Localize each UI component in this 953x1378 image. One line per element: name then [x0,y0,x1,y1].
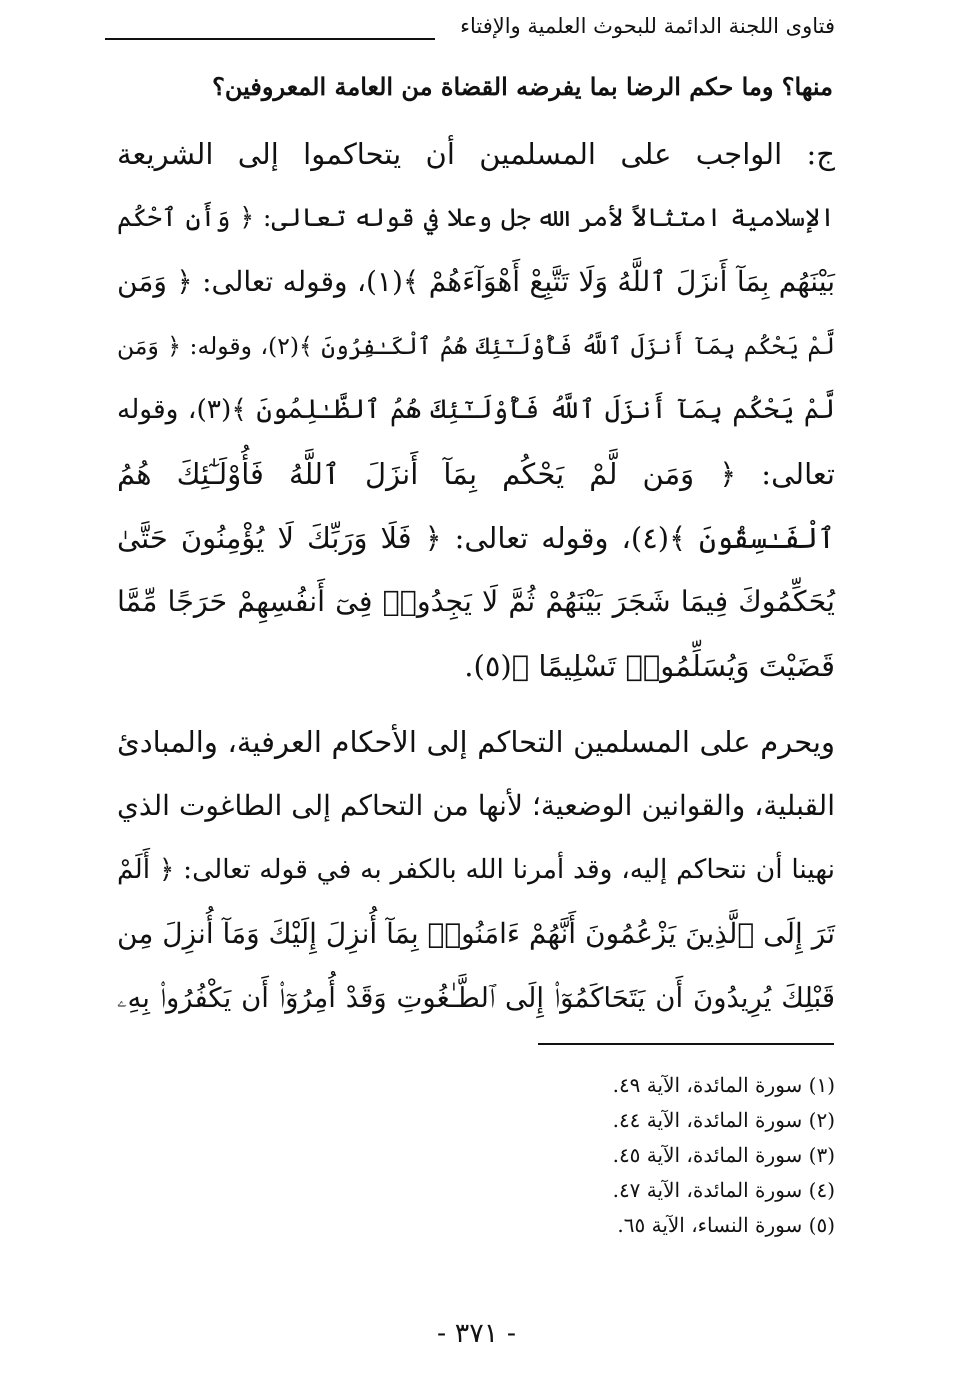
question-tail: منها؟ وما حكم الرضا بما يفرضه القضاة من العامة المعروفين؟ [212,72,833,101]
answer-line: يُحَكِّمُوكَ فِيمَا شَجَرَ بَيْنَهُمْ ثُمَّ لَا يَجِدُوا۟ فِىٓ أَنفُسِهِمْ حَرَجًا مِّمَّا [117,585,835,618]
answer-line: الإسلامية امتثالاً لأمر الله جل وعلا في قوله تعالى: ﴿ وَأَنِ ٱحْكُم [117,203,835,233]
footnote: (٤) سورة المائدة، الآية ٤٧. [612,1178,835,1202]
prohibition-line: تَرَ إِلَى ٱلَّذِينَ يَزْعُمُونَ أَنَّهُمْ ءَامَنُوا۟ بِمَآ أُنزِلَ إِلَيْكَ وَمَآ أُنزِلَ مِن [117,917,835,950]
footnote-rule [538,1043,834,1045]
prohibition-line: قَبْلِكَ يُرِيدُونَ أَن يَتَحَاكَمُوٓا۟ إِلَى ٱلطَّـٰغُوتِ وَقَدْ أُمِرُوٓا۟ أَن يَكْفُرُوا۟ بِهِۦ [117,982,835,1014]
answer-line: لَّمْ يَحْكُم بِمَآ أَنزَلَ ٱللَّهُ فَأُوْلَـٰٓئِكَ هُمُ ٱلْكَـٰفِرُونَ ﴾(٢)، وقوله: ﴿ وَمَن [117,332,836,360]
prohibition-line: نهينا أن نتحاكم إليه، وقد أمرنا الله بالكفر به في قوله تعالى: ﴿ أَلَمْ [117,854,835,885]
prohibition-line: القبلية، والقوانين الوضعية؛ لأنها من التحاكم إلى الطاغوت الذي [117,789,835,822]
answer-line: لَّمْ يَحْكُم بِمَآ أَنزَلَ ٱللَّهُ فَأُوْلَـٰٓئِكَ هُمُ ٱلظَّـٰلِمُونَ ﴾(٣)، وقوله [117,394,835,425]
header-rule [105,38,435,40]
header-title: فتاوى اللجنة الدائمة للبحوث العلمية والإفتاء [460,14,835,38]
footnote: (١) سورة المائدة، الآية ٤٩. [612,1073,835,1097]
answer-line: تعالى: ﴿ وَمَن لَّمْ يَحْكُم بِمَآ أَنزَلَ ٱللَّهُ فَأُوْلَـٰٓئِكَ هُمُ [117,457,835,491]
footnotes [435,1068,835,1243]
answer-line: ج: الواجب على المسلمين أن يتحاكموا إلى الشريعة [117,137,835,171]
running-header [105,14,835,48]
footnote: (٣) سورة المائدة، الآية ٤٥. [612,1143,835,1167]
answer-line: قَضَيْتَ وَيُسَلِّمُوا۟ تَسْلِيمًا ﴾(٥). [464,649,835,683]
answer-line: ٱلْفَـٰسِقُونَ ﴾(٤)، وقوله تعالى: ﴿ فَلَا وَرَبِّكَ لَا يُؤْمِنُونَ حَتَّىٰ [117,521,835,555]
prohibition-line: ويحرم على المسلمين التحاكم إلى الأحكام العرفية، والمبادئ [117,725,835,759]
page-number: - ٣٧١ - [437,1318,516,1349]
footnote: (٢) سورة المائدة، الآية ٤٤. [612,1108,835,1132]
main-text [117,122,835,1030]
footnote: (٥) سورة النساء، الآية ٦٥. [617,1213,835,1237]
answer-line: بَيْنَهُم بِمَآ أَنزَلَ ٱللَّهُ وَلَا تَتَّبِعْ أَهْوَآءَهُمْ ﴾(١)، وقوله تعالى: ﴿ وَمَن [117,265,835,298]
